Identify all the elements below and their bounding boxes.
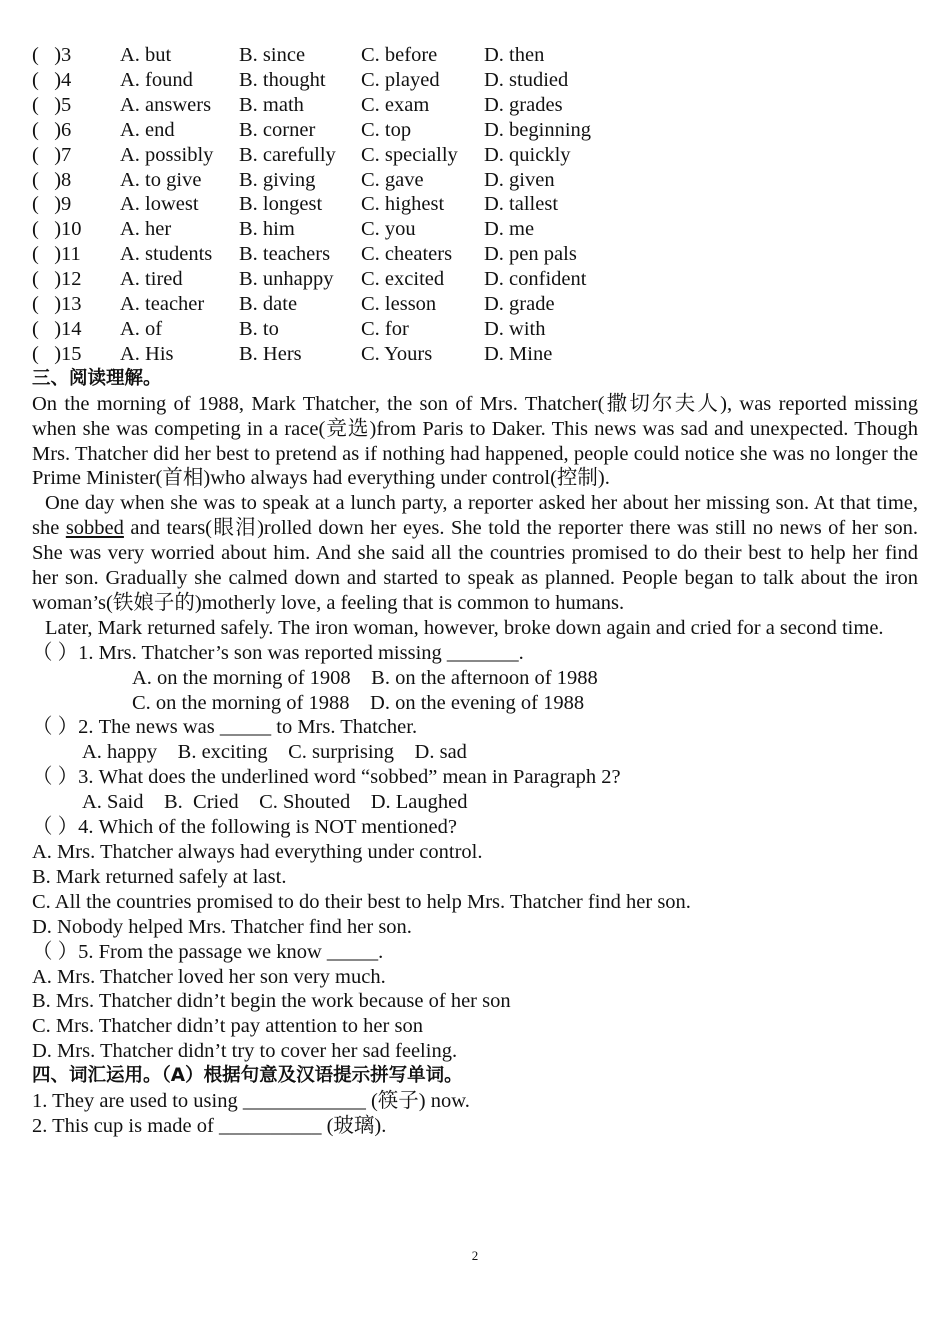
choice-option-c: C. before (361, 44, 438, 66)
choice-option-a: A. teacher (120, 293, 205, 316)
choice-option-a: A. her (120, 218, 172, 241)
multiple-choice-table (32, 43, 644, 367)
choice-option-d: D. Mine (484, 342, 553, 365)
choice-option-a: A. but (120, 44, 172, 66)
choice-option-b: B. math (239, 93, 304, 116)
choice-option-a: A. tired (120, 268, 183, 291)
choice-option-b: B. him (239, 218, 295, 241)
choice-option-b: B. corner (239, 118, 316, 141)
underlined-word-sobbed: sobbed (65, 517, 124, 540)
question-4-option-c: C. All the countries promised to do their best to help Mrs. Thatcher find her son. (32, 890, 691, 913)
choice-option-b: B. thought (239, 68, 326, 91)
choice-row (32, 342, 644, 367)
choice-option-a: A. found (120, 68, 193, 91)
choice-option-c: C. top (361, 118, 412, 141)
choice-option-b: B. longest (239, 193, 323, 216)
choice-option-c: C. exam (361, 93, 430, 116)
choice-option-d: D. then (484, 44, 545, 66)
choice-row (32, 292, 644, 317)
choice-option-d: D. given (484, 168, 555, 191)
question-2-options: A. happy B. exciting C. surprising D. sad (82, 741, 467, 764)
choice-number: ( )4 (32, 68, 72, 91)
question-2: （ ）2. The news was _____ to Mrs. Thatcher. (32, 716, 418, 739)
choice-option-a: A. His (120, 342, 174, 365)
choice-option-c: C. specially (361, 143, 458, 166)
choice-option-a: A. students (120, 243, 213, 266)
choice-option-a: A. to give (120, 168, 202, 191)
choice-option-a: A. end (120, 118, 175, 141)
choice-option-a: A. answers (120, 93, 212, 116)
choice-number: ( )12 (32, 268, 82, 291)
choice-option-b: B. to (239, 317, 279, 340)
choice-number: ( )13 (32, 293, 82, 316)
choice-option-c: C. gave (361, 168, 424, 191)
page-number: 2 (471, 1248, 479, 1263)
choice-option-b: B. teachers (239, 243, 331, 266)
question-1-options-ab: A. on the morning of 1908 B. on the afternoon of 1988 (132, 666, 598, 689)
choice-option-a: A. possibly (120, 143, 214, 166)
choice-option-d: D. grade (484, 293, 555, 316)
question-5-option-d: D. Mrs. Thatcher didn’t try to cover her sad feeling. (32, 1040, 458, 1063)
question-5: （ ）5. From the passage we know _____. (32, 940, 384, 963)
passage-paragraph-3: Later, Mark returned safely. The iron woman, however, broke down again and cried for a second time. (45, 616, 884, 639)
choice-option-c: C. highest (361, 193, 445, 216)
paragraph-2-text-start: One day when she was to speak at a lunch party, a reporter asked her about her missing son. At that time, she (32, 492, 918, 540)
choice-option-d: D. beginning (484, 118, 592, 141)
question-3-options: A. Said B. Cried C. Shouted D. Laughed (82, 791, 468, 814)
question-3: （ ）3. What does the underlined word “sobbed” mean in Paragraph 2? (32, 766, 621, 789)
choice-row (32, 217, 644, 242)
choice-row (32, 43, 644, 68)
choice-number: ( )9 (32, 193, 72, 216)
choice-row (32, 143, 644, 168)
choice-row (32, 192, 644, 217)
choice-row (32, 242, 644, 267)
question-5-option-a: A. Mrs. Thatcher loved her son very much. (32, 965, 386, 988)
passage-paragraph-2 (32, 491, 918, 616)
choice-option-c: C. excited (361, 268, 445, 291)
choice-option-d: D. pen pals (484, 243, 577, 266)
choice-row (32, 267, 644, 292)
choice-option-a: A. lowest (120, 193, 199, 216)
choice-option-d: D. with (484, 317, 546, 340)
choice-number: ( )11 (32, 243, 81, 266)
question-5-option-c: C. Mrs. Thatcher didn’t pay attention to her son (32, 1015, 423, 1038)
vocab-item-1: 1. They are used to using ____________ (筷子) now. (32, 1090, 470, 1113)
choice-option-c: C. lesson (361, 293, 437, 316)
question-1-options-cd: C. on the morning of 1988 D. on the evening of 1988 (132, 691, 585, 714)
choice-row (32, 317, 644, 342)
section4-heading: 四、词汇运用。（A）根据句意及汉语提示拼写单词。 (32, 1065, 463, 1087)
question-1: （ ）1. Mrs. Thatcher’s son was reported missing _______. (32, 641, 524, 664)
paragraph-2-text-end: and tears(眼泪)rolled down her eyes. She told the reporter there was still no news of her son. She was very worried about him. And she said all the countries promised to do their best to help her find her son. Gradually she calmed down and started to speak as planned. People began to talk about the iron woman’s(铁娘子的)motherly love, a feeling that is common to humans. (32, 517, 919, 614)
choice-number: ( )10 (32, 218, 82, 241)
choice-option-b: B. carefully (239, 143, 336, 166)
question-4: （ ）4. Which of the following is NOT mentioned? (32, 816, 457, 839)
choice-option-b: B. unhappy (239, 268, 334, 291)
choice-option-c: C. cheaters (361, 243, 453, 266)
choice-option-c: C. for (361, 317, 409, 340)
choice-row (32, 68, 644, 93)
choice-number: ( )14 (32, 317, 82, 340)
question-4-option-a: A. Mrs. Thatcher always had everything under control. (32, 841, 483, 863)
choice-option-d: D. confident (484, 268, 587, 291)
choice-row (32, 118, 644, 143)
choice-row (32, 168, 644, 193)
choice-number: ( )3 (32, 44, 72, 66)
choice-option-b: B. since (239, 44, 306, 66)
choice-option-b: B. date (239, 293, 298, 316)
choice-number: ( )8 (32, 168, 72, 191)
question-4-option-b: B. Mark returned safely at last. (32, 865, 287, 888)
choice-number: ( )6 (32, 118, 72, 141)
choice-number: ( )5 (32, 93, 72, 116)
choice-option-d: D. me (484, 218, 535, 241)
passage-paragraph-1: On the morning of 1988, Mark Thatcher, the son of Mrs. Thatcher(撒切尔夫人), was reported missing when she was competing in a race(竞选)from Paris to Daker. This news was sad and unexpected. Though Mrs. Thatcher did her best to pretend as if nothing had happened, people could notice she was no longer the Prime Minister(首相)who always had everything under control(控制). (32, 392, 918, 490)
question-5-option-b: B. Mrs. Thatcher didn’t begin the work because of her son (32, 990, 511, 1013)
choice-option-c: C. you (361, 218, 416, 241)
choice-option-b: B. giving (239, 168, 316, 191)
worksheet-page (32, 43, 918, 1139)
choice-option-d: D. tallest (484, 193, 559, 216)
choice-row (32, 93, 644, 118)
choice-option-c: C. Yours (361, 342, 433, 365)
choice-option-d: D. grades (484, 93, 563, 116)
choice-number: ( )15 (32, 342, 82, 365)
choice-number: ( )7 (32, 143, 72, 166)
section3-heading: 三、阅读理解。 (32, 367, 162, 389)
choice-option-c: C. played (361, 68, 440, 91)
question-4-option-d: D. Nobody helped Mrs. Thatcher find her son. (32, 915, 412, 938)
vocab-item-2: 2. This cup is made of __________ (玻璃). (32, 1114, 387, 1137)
choice-option-d: D. studied (484, 68, 569, 91)
choice-option-b: B. Hers (239, 342, 302, 365)
choice-option-a: A. of (120, 317, 163, 340)
choice-option-d: D. quickly (484, 143, 571, 166)
